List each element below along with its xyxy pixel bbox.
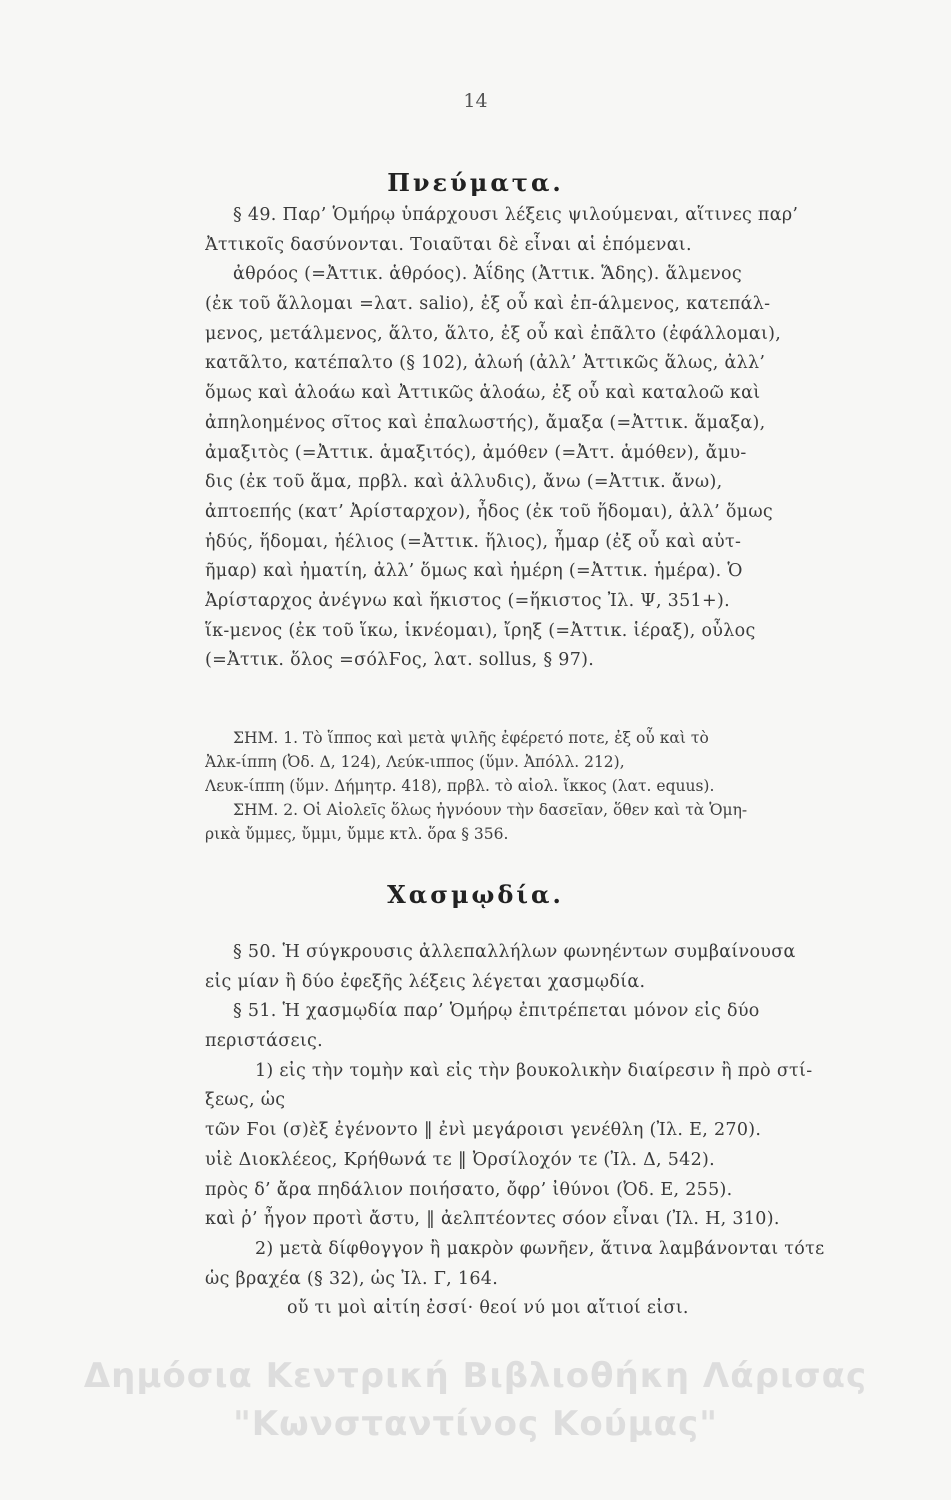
- verse-line: υἱὲ Διοκλέεος, Κρήθωνά τε ‖ Ὀρσίλοχόν τε (Ἰλ. Δ, 542).: [205, 1149, 716, 1170]
- note-line: ΣΗΜ. 1. Τὸ ἵππος καὶ μετὰ ψιλῆς ἐφέρετό ποτε, ἐξ οὗ καὶ τὸ: [233, 729, 709, 747]
- text-line: Ἀρίσταρχος ἀνέγνω καὶ ἥκιστος (=ἥκιστος Ἰλ. Ψ, 351+).: [205, 590, 730, 611]
- text-line: (=Ἀττικ. ὅλος =σόλϜος, λατ. sollus, § 97).: [205, 650, 595, 671]
- text-line: ἀμαξιτὸς (=Ἀττικ. ἁμαξιτός), ἀμόθεν (=Ἀττ. ἁμόθεν), ἄμυ-: [205, 442, 747, 463]
- text-line: εἰς μίαν ἢ δύο ἐφεξῆς λέξεις λέγεται χασμῳδία.: [205, 971, 646, 992]
- text-line: ἀπηλοημένος σῖτος καὶ ἐπαλωστής), ἄμαξα (=Ἀττικ. ἅμαξα),: [205, 412, 766, 433]
- text-line: 2) μετὰ δίφθογγον ἢ μακρὸν φωνῆεν, ἅτινα λαμβάνονται τότε: [255, 1238, 825, 1259]
- library-watermark-line2: "Κωνσταντίνος Κούμας": [233, 1404, 718, 1444]
- page-number: 14: [463, 90, 488, 112]
- text-line: ὡς βραχέα (§ 32), ὡς Ἰλ. Γ, 164.: [205, 1268, 499, 1289]
- text-line: ἀθρόος (=Ἀττικ. ἁθρόος). Ἀΐδης (Ἀττικ. Ἅδης). ἅλμενος: [233, 264, 742, 285]
- text-line: κατᾶλτο, κατέπαλτο (§ 102), ἀλωή (ἀλλ’ Ἀττικῶς ἅλως, ἀλλ’: [205, 353, 766, 374]
- note-line: ρικὰ ὔμμες, ὔμμι, ὔμμε κτλ. ὅρα § 356.: [205, 825, 509, 843]
- text-line: § 51. Ἡ χασμῳδία παρ’ Ὁμήρῳ ἐπιτρέπεται μόνον εἰς δύο: [233, 1001, 760, 1022]
- verse-line: καὶ ῥ’ ἦγον προτὶ ἄστυ, ‖ ἀελπτέοντες σόον εἶναι (Ἰλ. Η, 310).: [205, 1209, 780, 1230]
- text-line: ἀπτοεπής (κατ’ Ἀρίσταρχον), ἦδος (ἐκ τοῦ ἥδομαι), ἀλλ’ ὅμως: [205, 501, 774, 522]
- text-line: δις (ἐκ τοῦ ἅμα, πρβλ. καὶ ἀλλυδις), ἄνω (=Ἀττικ. ἄνω),: [205, 472, 723, 493]
- text-line: § 49. Παρ’ Ὁμήρῳ ὑπάρχουσι λέξεις ψιλούμεναι, αἵτινες παρ’: [233, 205, 799, 225]
- note-line: ΣΗΜ. 2. Οἱ Αἰολεῖς ὅλως ἠγνόουν τὴν δασεῖαν, ὅθεν καὶ τὰ Ὁμη-: [233, 801, 748, 819]
- text-line: ὅμως καὶ ἁλοάω καὶ Ἀττικῶς ἁλοάω, ἐξ οὗ καὶ καταλοῶ καὶ: [205, 383, 761, 404]
- section-title-pneumata: Πνεύματα.: [387, 168, 564, 197]
- library-watermark-line1: Δημόσια Κεντρική Βιβλιοθήκη Λάρισας: [83, 1356, 868, 1396]
- note-line: Λευκ-ίππη (ὕμν. Δήμητρ. 418), πρβλ. τὸ αἰολ. ἴκκος (λατ. equus).: [205, 777, 715, 795]
- verse-line: οὔ τι μοὶ αἰτίη ἐσσί· θεοί νύ μοι αἴτιοί εἰσι.: [287, 1298, 689, 1319]
- text-line: 1) εἰς τὴν τομὴν καὶ εἰς τὴν βουκολικὴν διαίρεσιν ἢ πρὸ στί-: [255, 1060, 813, 1081]
- text-line: ῆμαρ) καὶ ἠματίη, ἀλλ’ ὅμως καὶ ἡμέρη (=Ἀττικ. ἡμέρα). Ὁ: [205, 561, 743, 582]
- section-title-chasmodia: Χασμῳδία.: [387, 880, 564, 909]
- section-body-chasmodia: [205, 938, 855, 1324]
- text-line: (ἐκ τοῦ ἅλλομαι =λατ. salio), ἐξ οὗ καὶ ἐπ-άλμενος, κατεπάλ-: [205, 294, 771, 315]
- text-line: ἵκ-μενος (ἐκ τοῦ ἵκω, ἱκνέομαι), ἴρηξ (=Ἀττικ. ἱέραξ), οὖλος: [205, 620, 756, 641]
- verse-line: τῶν Ϝοι (σ)ὲξ ἐγένοντο ‖ ἐνὶ μεγάροισι γενέθλη (Ἰλ. Ε, 270).: [205, 1120, 762, 1141]
- verse-line: πρὸς δ’ ἄρα πηδάλιον ποιήσατο, ὄφρ’ ἰθύνοι (Ὀδ. Ε, 255).: [205, 1179, 733, 1200]
- text-line: ἡδύς, ἥδομαι, ἠέλιος (=Ἀττικ. ἥλιος), ἦμαρ (ἐξ οὗ καὶ αὐτ-: [205, 531, 742, 552]
- text-line: Ἀττικοῖς δασύνονται. Τοιαῦται δὲ εἶναι αἱ ἑπόμεναι.: [205, 234, 692, 255]
- notes-block: [205, 726, 855, 846]
- text-line: περιστάσεις.: [205, 1031, 323, 1052]
- text-line: μενος, μετάλμενος, ἅλτο, ἅλτο, ἐξ οὗ καὶ ἐπᾶλτο (ἐφάλλομαι),: [205, 323, 782, 344]
- text-line: ξεως, ὡς: [205, 1090, 286, 1111]
- section-body-pneumata: [205, 201, 855, 676]
- note-line: Ἀλκ-ίππη (Ὀδ. Δ, 124), Λεύκ-ιππος (ὕμν. Ἀπόλλ. 212),: [205, 753, 625, 771]
- text-line: § 50. Ἡ σύγκρουσις ἀλλεπαλλήλων φωνηέντων συμβαίνουσα: [233, 942, 796, 962]
